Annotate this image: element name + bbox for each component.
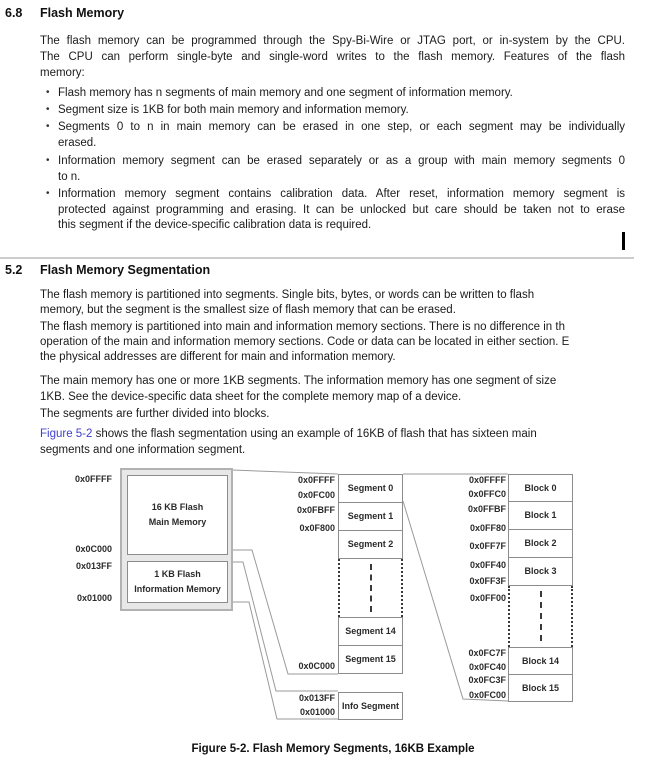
address-label: 0x0FBFF [296,505,335,515]
segment-row: Segment 2 [338,530,403,559]
text-span: shows the flash segmentation using an example of 16KB of flash that has sixteen main [92,428,537,440]
address-label: 0x0C000 [75,544,112,554]
address-label: 0x013FF [298,693,335,703]
text-line: Segment size is 1KB for both main memory and information memory. [58,104,409,116]
box-label-line: 16 KB Flash [151,502,204,512]
address-label: 0x0F800 [299,523,335,533]
connector-main-top [232,470,338,474]
address-label: 0x0FFBF [467,504,506,514]
address-label: 0x0FC7F [468,648,506,658]
block-row: Block 0 [508,474,573,502]
main-memory-box [127,475,228,555]
bullet-marker: • [46,188,50,199]
figure-caption: Figure 5-2. Flash Memory Segments, 16KB Example [191,743,475,755]
text-line: segments and one information segment. [40,443,246,456]
text-line: Flash memory has n segments of main memory and one segment of information memory. [58,87,513,99]
text-line: The flash memory is partitioned into main and information memory sections. There is no difference in th [40,321,565,333]
text-line: The main memory has one or more 1KB segments. The information memory has one segment of size [40,375,557,387]
block-row: Block 14 [508,647,573,675]
address-label: 0x0FF00 [469,593,506,603]
info-segment-row: Info Segment [338,692,403,720]
bullet-marker: • [46,121,50,132]
address-label: 0x0FF7F [469,541,506,551]
block-row: Block 15 [508,674,573,702]
text-line: The flash memory can be programmed through the Spy-Bi-Wire or JTAG port, or in-system by the CPU. [40,35,625,47]
address-label: 0x013FF [75,561,112,571]
text-line: Information memory segment can be erased separately or as a group with main memory segments 0 [58,155,625,167]
address-label: 0x0FF40 [469,560,506,570]
segment-row: Segment 14 [338,617,403,646]
bullet-marker: • [46,155,50,166]
ellipsis-dashed-line [370,564,372,612]
text-line: Information memory segment contains calibration data. After reset, information memory segment is [58,188,625,200]
box-label-line: Main Memory [148,517,207,527]
address-label: 0x0FC00 [297,490,335,500]
address-label: 0x0C000 [298,661,335,671]
connector-main-bottom [232,550,338,674]
address-label: 0x0FFFF [297,475,335,485]
text-line: operation of the main and information memory sections. Code or data can be located in either section. E [40,336,570,348]
figure-5-2-link[interactable]: Figure 5-2 [40,428,93,440]
text-line: Segments 0 to n in main memory can be erased in one step, or each segment may be individually [58,121,625,133]
section-number: 6.8 [5,6,23,20]
segment-row: Segment 0 [338,474,403,503]
address-label: 0x01000 [76,593,112,603]
text-line: memory: [40,67,85,79]
text-line: memory, but the segment is the smallest size of flash memory that can be erased. [40,304,456,316]
segment-row: Segment 15 [338,645,403,674]
address-label: 0x0FF80 [469,523,506,533]
address-label: 0x0FFFF [468,475,506,485]
text-line: this segment if the device-specific calibration data is required. [58,219,372,231]
box-label-line: Information Memory [134,584,221,594]
text-line: the physical addresses are different for main and information memory. [40,351,396,363]
section-title: Flash Memory [40,6,125,20]
bullet-marker: • [46,104,50,115]
text-line: protected against programming and erasing. It can be unlocked but care should be taken not to erase [58,203,625,216]
block-row: Block 2 [508,529,573,558]
address-label: 0x0FF3F [469,576,506,586]
section-number: 5.2 [5,263,23,277]
block-row: Block 3 [508,557,573,586]
segment-row: Segment 1 [338,502,403,531]
text-line: The segments are further divided into blocks. [40,408,270,420]
text-line: erased. [58,136,97,149]
address-label: 0x0FFC0 [468,489,506,499]
text-line: 1KB. See the device-specific data sheet for the complete memory map of a device. [40,391,462,403]
text-line: to n. [58,170,81,183]
section-title: Flash Memory Segmentation [40,263,211,277]
box-label-line: 1 KB Flash [154,569,201,579]
address-label: 0x0FC00 [468,690,506,700]
address-label: 0x0FC3F [468,675,506,685]
block-row: Block 1 [508,501,573,530]
ellipsis-dashed-line [540,591,542,641]
bullet-marker: • [46,87,50,98]
text-line: The flash memory is partitioned into segments. Single bits, bytes, or words can be written to flash [40,289,535,301]
address-label: 0x0FC40 [468,662,506,672]
address-label: 0x0FFFF [74,474,112,484]
address-label: 0x01000 [299,707,335,717]
info-memory-box [127,561,228,603]
text-line: The CPU can perform single-byte and single-word writes to the flash memory. Features of the flash [40,51,625,63]
